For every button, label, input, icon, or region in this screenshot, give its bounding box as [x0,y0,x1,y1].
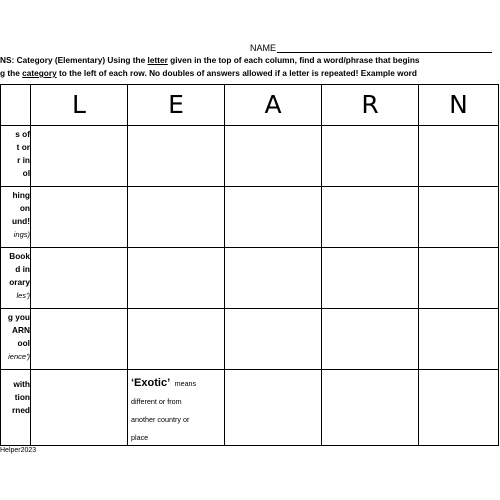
answer-cell[interactable] [419,187,499,248]
answer-cell[interactable] [322,248,419,309]
category-text: g you [7,312,30,322]
answer-cell[interactable] [31,187,128,248]
name-label: NAME [250,43,277,53]
instructions-text: given in the top of each column, find a word/phrase that begins [167,55,420,65]
answer-cell[interactable] [128,309,225,370]
category-text: d in [15,264,30,274]
example-desc: another country or [131,415,190,424]
learn-grid [0,84,499,446]
category-text: orary [9,277,30,287]
name-blank[interactable] [277,43,492,53]
letter-header-cell [322,85,419,126]
category-text: hing [12,190,30,200]
category-row [1,248,499,309]
letter-header-row [1,85,499,126]
name-field-line [250,43,492,53]
category-cell [1,187,31,248]
letter-header-cell [31,85,128,126]
answer-cell[interactable] [31,248,128,309]
category-text: s of [15,129,30,139]
category-text: Book [9,251,30,261]
category-cell [1,309,31,370]
category-text: ool [17,338,30,348]
column-letter: A [264,90,282,119]
answer-cell[interactable] [225,370,322,446]
corner-cell [1,85,31,126]
category-text: und! [12,216,30,226]
column-letter: E [168,90,184,119]
category-cell [1,126,31,187]
answer-cell[interactable] [128,248,225,309]
category-cell [1,248,31,309]
example-desc: means [174,379,197,388]
instructions-text: g the [0,68,23,78]
category-row [1,126,499,187]
footer-credit: Helper2023 [0,447,37,454]
category-text: ARN [12,325,30,335]
answer-cell[interactable] [322,370,419,446]
instructions-line-1 [0,55,500,65]
answer-cell[interactable] [225,309,322,370]
category-text: r in [17,155,30,165]
category-row [1,187,499,248]
answer-cell[interactable] [322,187,419,248]
answer-cell[interactable] [419,126,499,187]
answer-cell-example[interactable] [128,370,225,446]
instructions-line-2 [0,68,500,78]
instructions-text: to the left of each row. No doubles of answers allowed if a letter is repeated! Example word [56,68,417,78]
letter-header-cell [128,85,225,126]
answer-cell[interactable] [225,248,322,309]
column-letter: N [449,90,468,119]
letter-header-cell [225,85,322,126]
column-letter: L [72,90,86,119]
category-text: on [19,203,30,213]
category-text: rned [12,405,30,415]
category-hint: ings) [13,230,30,239]
letter-header-cell [419,85,499,126]
example-term: ‘Exotic’ [131,377,171,389]
answer-cell[interactable] [419,309,499,370]
answer-cell[interactable] [128,126,225,187]
answer-cell[interactable] [322,126,419,187]
category-row [1,309,499,370]
answer-cell[interactable] [128,187,225,248]
answer-cell[interactable] [31,309,128,370]
answer-cell[interactable] [419,248,499,309]
category-hint: les') [16,291,30,300]
category-cell [1,370,31,446]
category-text: tion [14,392,30,402]
instructions-underlined: category [22,68,57,78]
example-desc: place [131,433,149,442]
instructions-underlined: letter [147,55,168,65]
answer-cell[interactable] [225,187,322,248]
answer-cell[interactable] [31,126,128,187]
answer-cell[interactable] [31,370,128,446]
answer-cell[interactable] [322,309,419,370]
example-desc: different or from [131,397,182,406]
category-text: ol [22,168,30,178]
answer-cell[interactable] [419,370,499,446]
column-letter: R [361,90,379,119]
category-row [1,370,499,446]
category-hint: ience') [8,352,30,361]
answer-cell[interactable] [225,126,322,187]
instructions-text: NS: Category (Elementary) Using the [0,55,148,65]
category-text: with [13,379,30,389]
category-text: t or [16,142,30,152]
